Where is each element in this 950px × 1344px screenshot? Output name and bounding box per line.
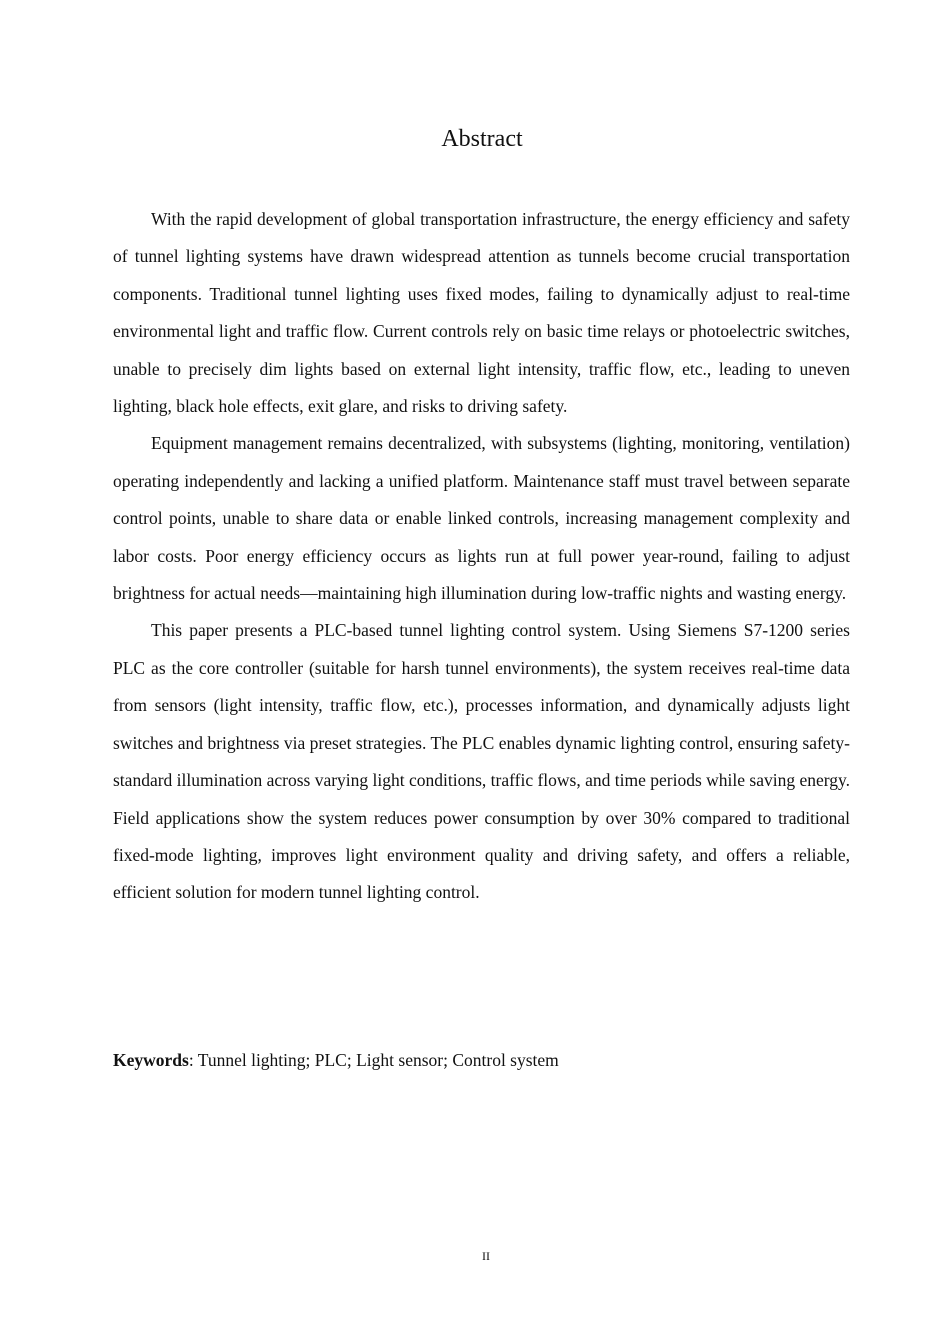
abstract-body (113, 201, 850, 912)
keywords-line (113, 1042, 850, 1079)
abstract-paragraph-3: This paper presents a PLC-based tunnel lighting control system. Using Siemens S7-1200 series PLC as the core controller (suitable for harsh tunnel environments), the system receives real-time data from sensors (light intensity, traffic flow, etc.), processes information, and dynamically adjusts light switches and brightness via preset strategies. The PLC enables dynamic lighting control, ensuring safety-standard illumination across varying light conditions, traffic flows, and time periods while saving energy. Field applications show the system reduces power consumption by over 30% compared to traditional fixed-mode lighting, improves light environment quality and driving safety, and offers a reliable, efficient solution for modern tunnel lighting control. (113, 620, 850, 903)
page-title: Abstract (441, 126, 523, 152)
abstract-paragraph-1: With the rapid development of global transportation infrastructure, the energy efficiency and safety of tunnel lighting systems have drawn widespread attention as tunnels become crucial transportation components. Traditional tunnel lighting uses fixed modes, failing to dynamically adjust to real-time environmental light and traffic flow. Current controls rely on basic time relays or photoelectric switches, unable to precisely dim lights based on external light intensity, traffic flow, etc., leading to uneven lighting, black hole effects, exit glare, and risks to driving safety. (113, 209, 850, 417)
keywords-text: : Tunnel lighting; PLC; Light sensor; Control system (188, 1050, 559, 1070)
page-number: II (482, 1249, 490, 1263)
keywords-label: Keywords (113, 1050, 189, 1070)
abstract-paragraph-2: Equipment management remains decentralized, with subsystems (lighting, monitoring, ventilation) operating independently and lacking a unified platform. Maintenance staff must travel between separate control points, unable to share data or enable linked controls, increasing management complexity and labor costs. Poor energy efficiency occurs as lights run at full power year-round, failing to adjust brightness for actual needs—maintaining high illumination during low-traffic nights and wasting energy. (113, 433, 850, 604)
